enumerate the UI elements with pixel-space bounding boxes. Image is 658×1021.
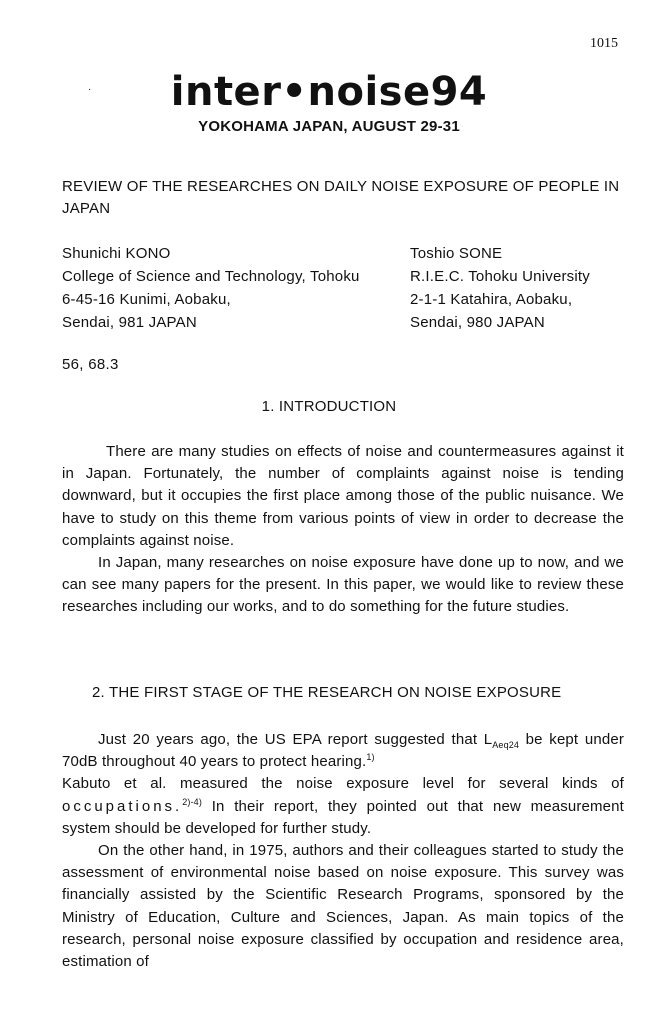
section-heading-introduction: 1. INTRODUCTION [261,398,397,415]
paragraph [62,773,624,840]
author-block-right [410,242,590,334]
paragraph: In Japan, many researches on noise exposure have done up to now, and we can see many papers for the present. In this paper, we would like to review these researches including our works, and to do something for the future studies. [62,554,624,616]
text-run: In their report, they pointed out that new measurement system should be developed for further study. [62,797,624,837]
author-address-line1: 2-1-1 Katahira, Aobaku, [410,291,573,308]
text-run: be kept under 70dB throughout 40 years to protect hearing. [62,731,624,771]
paragraph: On the other hand, in 1975, authors and their colleagues started to study the assessment of environmental noise based on noise exposure. This survey was financially assisted by the Scientific Research Programs, sponsored by the Ministry of Education, Culture and Sciences, Japan. As main topics of the research, personal noise exposure classified by occupation and residence area, estimation of [62,842,624,971]
text-run: Kabuto et al. measured the noise exposure level for several kinds of [62,775,624,793]
paragraph [62,729,624,773]
page-number: 1015 [590,36,618,51]
introduction-body [62,441,624,619]
subscript: Aeq24 [492,740,520,750]
paragraph: There are many studies on effects of noise and countermeasures against it in Japan. Fortunately, the number of complaints against noise is tending downward, but it occupies the first place among those of the public nuisance. We have to study on this theme from various points of view in order to decrease the complaints against noise. [62,443,624,549]
author-address-line2: Sendai, 981 JAPAN [62,314,197,331]
classification-code: 56, 68.3 [62,356,119,373]
author-block-left [62,242,360,334]
paper-title: REVIEW OF THE RESEARCHES ON DAILY NOISE EXPOSURE OF PEOPLE IN JAPAN [62,178,620,217]
conference-venue: YOKOHAMA JAPAN, AUGUST 29-31 [198,118,460,135]
author-address-line2: Sendai, 980 JAPAN [410,314,545,331]
author-affiliation: R.I.E.C. Tohoku University [410,268,590,285]
first-stage-body [62,729,624,973]
text-run: Just 20 years ago, the US EPA report suggested that L [98,731,493,748]
text-run: occupations. [62,797,183,815]
author-name: Toshio SONE [410,245,503,262]
reference-marker: 1) [366,752,375,763]
reference-marker: 2)-4) [182,796,202,807]
author-address-line1: 6-45-16 Kunimi, Aobaku, [62,291,231,308]
conference-logo: inter•noise94 [170,69,488,115]
scan-speck: · [88,84,92,95]
author-name: Shunichi KONO [62,245,171,262]
section-heading-first-stage: 2. THE FIRST STAGE OF THE RESEARCH ON NOISE EXPOSURE [92,684,562,701]
author-affiliation: College of Science and Technology, Tohoku [62,268,360,285]
